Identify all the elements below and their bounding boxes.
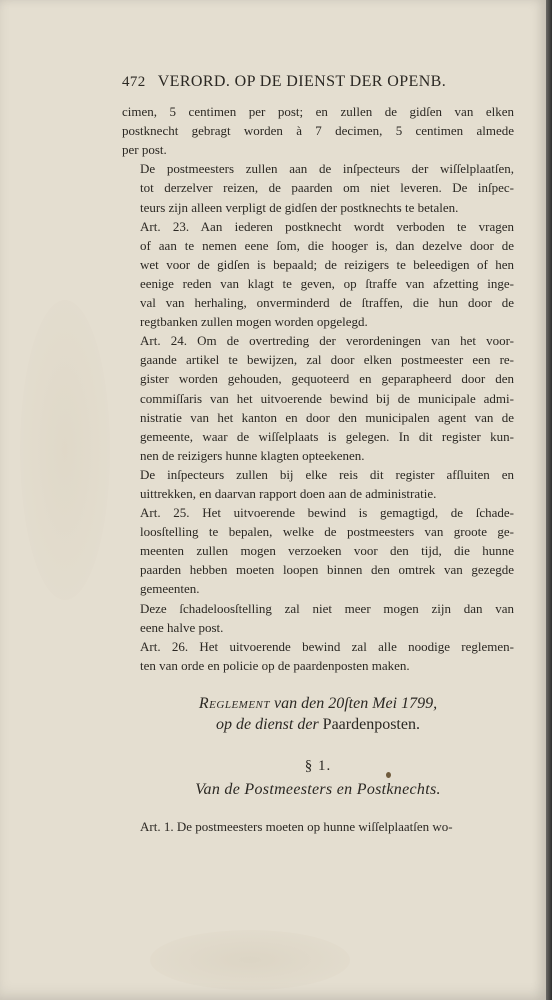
text-line: nistratie van het kanton en door den municipalen agent van de [140,409,514,425]
regulation-subject-upright: Paardenposten. [322,715,420,733]
text-line: gemeenten. [140,581,200,597]
paragraph [122,159,514,216]
text-line: postknecht gebragt worden à 7 decimen, 5 centimen almede [122,123,514,139]
page-number: 472 [122,74,146,90]
text-line: per post. [122,142,167,158]
page-text [122,72,514,836]
text-line: De postmeesters zullen aan de inſpecteurs der wiſſelplaatſen, [140,161,514,177]
text-line: Art. 26. Het uitvoerende bewind zal alle noodige reglemen- [140,638,514,654]
paragraph [122,102,514,159]
text-line: teurs zijn alleen verpligt de gidſen der postknechts te betalen. [140,199,459,215]
text-line: wet voor de gidſen is bepaald; de reizigers te beleedigen of hen [140,256,514,272]
text-line: De inſpecteurs zullen bij elke reis dit register afſluiten en [140,466,514,482]
paper-stain [20,300,110,600]
paragraph [122,599,514,637]
paragraph [122,217,514,332]
text-line: Art. 23. Aan iederen postknecht wordt verboden te vragen [140,218,514,234]
text-line: uittrekken, en daarvan rapport doen aan de administratie. [140,485,437,501]
text-line: of aan te nemen eene ſom, die hooger is, dan dezelve door de [140,237,514,253]
running-header [122,72,514,92]
text-line: Art. 24. Om de overtreding der verordeningen van het voor- [140,333,514,349]
paragraph [122,331,514,465]
paper-stain [150,930,350,990]
text-line: gaande artikel te bewijzen, zal door elken postmeester een re- [140,352,514,368]
text-line: ten van orde en policie op de paardenposten maken. [140,657,410,673]
text-line: gemeente, waar de wiſſelplaats is gelegen. In dit register kun- [140,428,514,444]
regulation-title [122,693,514,735]
text-line: paarden hebben moeten loopen binnen den omtrek van gezegde [140,562,514,578]
regulation-title-line-1 [122,693,514,714]
regulation-date: van den 20ſten Mei 1799, [274,694,438,712]
page-edge [546,0,552,1000]
article-1-text: Art. 1. De postmeesters moeten op hunne wiſſelplaatſen wo- [140,819,453,835]
section-subtitle: Van de Postmeesters en Postknechts. [195,781,441,798]
text-line: Art. 25. Het uitvoerende bewind is gemagtigd, de ſchade- [140,505,514,521]
text-line: commiſſaris van het uitvoerende bewind bij de municipale admi- [140,390,514,406]
regulation-word: Reglement [198,694,271,712]
text-line: nen de reizigers hunne klagten opteekenen. [140,447,365,463]
text-line: val van herhaling, onverminderd de ſtraffen, die hun door de [140,295,514,311]
text-line: gister worden gehouden, gequoteerd en geparapheerd door den [140,371,514,387]
paragraph [122,465,514,503]
text-line: tot derzelver reizen, de paarden om niet leveren. De inſpec- [140,180,514,196]
text-line: Deze ſchadeloosſtelling zal niet meer mogen zijn dan van [140,600,514,616]
paragraph [122,503,514,598]
body-paragraphs [122,102,514,675]
text-line: eenige reden van klagt te geven, op ſtraffe van afzetting inge- [140,275,514,291]
regulation-subject: op de dienst der [216,715,319,733]
text-line: regtbanken zullen mogen worden opgelegd. [140,314,368,330]
text-line: eene halve post. [140,619,224,635]
running-title: VERORD. OP DE DIENST DER OPENB. [157,73,447,90]
text-line: loosſtelling te bepalen, welke de postmeesters van groote ge- [140,524,514,540]
section-mark: § 1. [304,757,332,774]
text-line: meenten zullen mogen verzoeken voor den tijd, die hunne [140,543,514,559]
regulation-title-line-2 [122,714,514,735]
paragraph [122,637,514,675]
text-line: cimen, 5 centimen per post; en zullen de gidſen van elken [122,104,514,120]
